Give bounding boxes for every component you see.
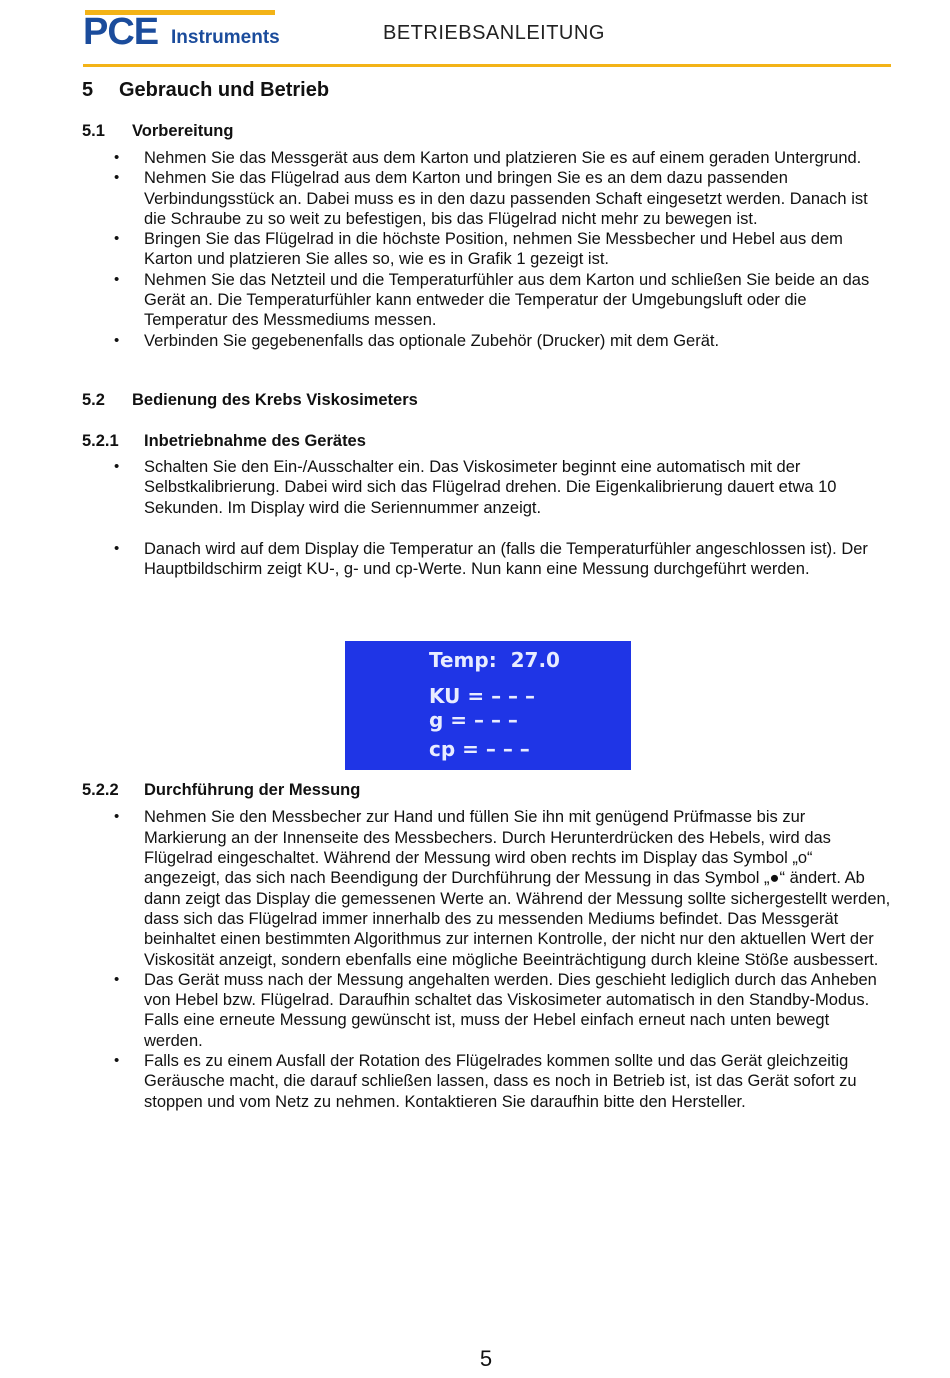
preparation-list (82, 148, 892, 351)
section-number: 5 (82, 79, 94, 101)
page-content (82, 76, 892, 1112)
list-item: • Danach wird auf dem Display die Temperatur an (falls die Temperaturfühler angeschlossen ist). Der Hauptbildschirm zeigt KU-, g- und cp-Werte. Nun kann eine Messung durchgeführt werden. (114, 539, 868, 579)
list-item: • Nehmen Sie das Messgerät aus dem Karton und platzieren Sie es auf einem geraden Untergrund. (114, 149, 862, 167)
list-item: • Schalten Sie den Ein-/Ausschalter ein. Das Viskosimeter beginnt eine automatisch mit der Selbstkalibrierung. Dabei wird sich das Flügelrad drehen. Die Eigenkalibrierung dauert etwa 10 Sekunden. Im Display wird die Seriennummer anzeigt. (114, 457, 837, 517)
section-title: Gebrauch und Betrieb (119, 79, 330, 101)
list-item: • Falls es zu einem Ausfall der Rotation des Flügelrades kommen sollte und das Gerät gleichzeitig Geräusche macht, die darauf schließen lassen, dass es noch in Betrieb ist, ist das Gerät sofort zu stoppen und vom Netz zu nehmen. Kontaktieren Sie daraufhin bitte den Hersteller. (114, 1052, 857, 1111)
section-5-2-heading (82, 390, 892, 410)
section-title: Vorbereitung (132, 122, 234, 140)
section-5-2-2-heading (82, 780, 892, 800)
display-g-value: g = – – – (429, 708, 518, 732)
list-item: • Bringen Sie das Flügelrad in die höchste Position, nehmen Sie Messbecher und Hebel aus dem Karton und platzieren Sie alles so, wie es in Grafik 1 gezeigt ist. (114, 230, 843, 269)
display-temperature: Temp: 27.0 (429, 648, 560, 672)
section-5-1-heading (82, 121, 892, 141)
section-number: 5.2 (82, 390, 105, 409)
list-item: • Nehmen Sie den Messbecher zur Hand und füllen Sie ihn mit genügend Prüfmasse bis zur Markierung an der Innenseite des Messbechers. Durch Herunterdrücken des Hebels, wird das Flügelrad eingeschaltet. Während der Messung wird oben rechts im Display das Symbol „o“ angezeigt, das sich nach Beendigung der Durchführung der Messung in das Symbol „●“ ändert. Ab dann zeigt das Display die gemessenen Werte an. Während der Messung sollte sichergestellt werden, dass sich das Flügelrad immer innerhalb des zu messenden Mediums befindet. Das Messgerät beinhaltet einen bestimmten Algorithmus zur internen Kontrolle, der nicht nur den aktuellen Wert der Viskosität anzeigt, sondern ebenfalls eine mögliche Beeinträchtigung durch kleine Stöße ausbessert. (114, 808, 891, 969)
list-item: • Nehmen Sie das Flügelrad aus dem Karton und bringen Sie es an dem dazu passenden Verbindungsstück an. Dabei muss es in den dazu passenden Schaft eingesetzt werden. Danach ist die Schraube zu so weit zu befestigen, bis das Flügelrad nicht mehr zu bewegen ist. (114, 169, 868, 228)
logo-instruments: Instruments (171, 27, 280, 48)
list-item: • Das Gerät muss nach der Messung angehalten werden. Dies geschieht lediglich durch das Anheben von Hebel bzw. Flügelrad. Daraufhin schaltet das Viskosimeter automatisch in den Standby-Modus. Falls eine erneute Messung gewünscht ist, muss der Hebel einfach erneut nach unten bewegt werden. (114, 970, 877, 1050)
device-display-image (345, 641, 631, 770)
measurement-list (82, 807, 892, 1111)
section-number: 5.2.2 (82, 781, 119, 800)
display-ku-value: KU = – – – (429, 684, 535, 708)
display-cp-value: cp = – – – (429, 737, 530, 761)
section-title: Durchführung der Messung (144, 781, 361, 800)
section-5-2-1-heading (82, 431, 892, 451)
header-divider (83, 64, 891, 67)
page-header (0, 0, 950, 70)
startup-list (82, 457, 892, 579)
page-number: 5 (479, 1346, 493, 1371)
section-number: 5.2.1 (82, 431, 119, 450)
list-item: • Nehmen Sie das Netzteil und die Temperaturfühler aus dem Karton und schließen Sie beide an das Gerät an. Die Temperaturfühler kann entweder die Temperatur der Umgebungsluft oder die Temperatur des Messmediums messen. (114, 270, 870, 330)
header-title: BETRIEBSANLEITUNG (383, 22, 605, 44)
section-title: Bedienung des Krebs Viskosimeters (132, 390, 418, 409)
list-item: • Verbinden Sie gegebenenfalls das optionale Zubehör (Drucker) mit dem Gerät. (114, 331, 720, 350)
logo-pce: PCE (83, 11, 159, 53)
section-5-heading (82, 76, 892, 106)
section-number: 5.1 (82, 122, 105, 140)
section-title: Inbetriebnahme des Gerätes (144, 431, 366, 450)
